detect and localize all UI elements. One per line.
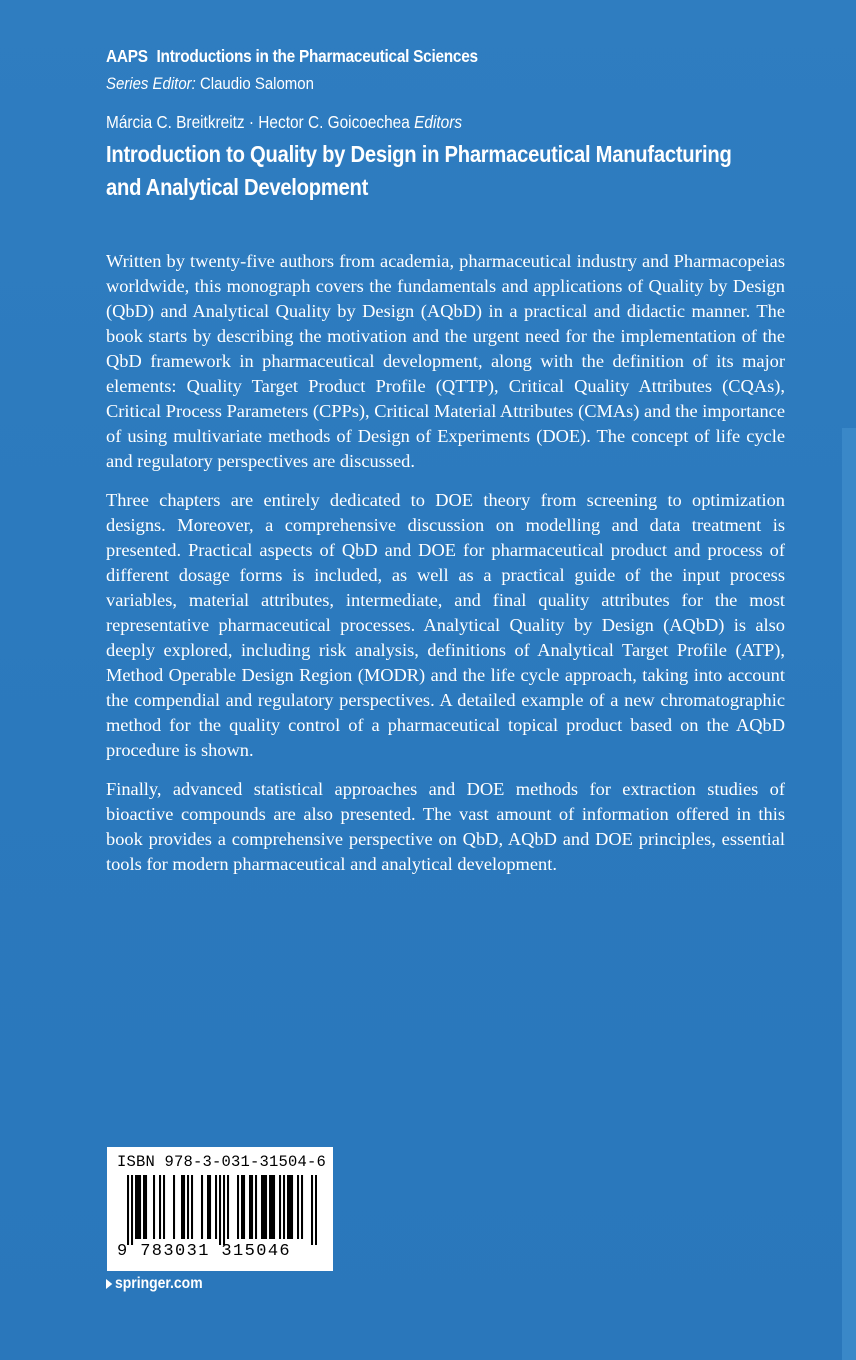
- barcode-bar: [241, 1175, 243, 1239]
- barcode-bar: [263, 1175, 265, 1239]
- barcode-bar: [183, 1175, 185, 1239]
- barcode-bar: [191, 1175, 193, 1239]
- barcode-bar: [291, 1175, 293, 1239]
- editor-names: Márcia C. Breitkreitz · Hector C. Goicoechea: [106, 112, 410, 132]
- barcode-bar: [207, 1175, 209, 1239]
- barcode-bar: [255, 1175, 257, 1239]
- barcode-bar: [219, 1175, 221, 1245]
- barcode-bar: [223, 1175, 225, 1245]
- barcode-bar: [227, 1175, 229, 1239]
- barcode-bar: [153, 1175, 155, 1239]
- series-editor-name: Claudio Salomon: [199, 74, 314, 93]
- barcode-bar: [145, 1175, 147, 1239]
- barcode-bar: [137, 1175, 139, 1239]
- barcode-bar: [163, 1175, 165, 1239]
- barcode-bar: [315, 1175, 317, 1245]
- barcode-bar: [287, 1175, 289, 1239]
- barcode-bar: [301, 1175, 303, 1239]
- barcode-bar: [237, 1175, 239, 1239]
- barcode-bar: [135, 1175, 137, 1239]
- barcode-bar: [261, 1175, 263, 1239]
- barcode-bar: [131, 1175, 133, 1245]
- barcode-bars: [127, 1175, 317, 1245]
- book-editors: [106, 112, 462, 133]
- barcode-bar: [209, 1175, 211, 1239]
- barcode-bar: [201, 1175, 203, 1239]
- isbn-label: ISBN 978-3-031-31504-6: [117, 1153, 327, 1171]
- book-description: [106, 249, 785, 891]
- description-paragraph: Written by twenty-five authors from academia, pharmaceutical industry and Pharmacopeias worldwide, this monograph covers the fundamentals and applications of Quality by Design (QbD) and Analytical Quality by Design (AQbD) in a practical and didactic manner. The book starts by describing the motivation and the urgent need for the implementation of the QbD framework in pharmaceutical development, along with the definition of its major elements: Quality Target Product Profile (QTTP), Critical Quality Attributes (CQAs), Critical Process Parameters (CPPs), Critical Material Attributes (CMAs) and the importance of using multivariate methods of Design of Experiments (DOE). The concept of life cycle and regulatory perspectives are discussed.: [106, 251, 785, 471]
- barcode-bar: [181, 1175, 183, 1239]
- barcode-digits: 9 783031 315046: [117, 1242, 292, 1261]
- series-abbreviation: AAPS: [106, 46, 148, 66]
- barcode-bar: [159, 1175, 161, 1239]
- series-heading: [106, 46, 478, 67]
- barcode-bar: [249, 1175, 251, 1239]
- barcode-bar: [187, 1175, 189, 1239]
- barcode-bar: [243, 1175, 245, 1239]
- barcode-bar: [273, 1175, 275, 1239]
- book-title-line-2: and Analytical Development: [106, 174, 369, 200]
- cover-edge-strip: [842, 428, 856, 1360]
- barcode-bar: [127, 1175, 129, 1245]
- barcode-bar: [139, 1175, 141, 1239]
- barcode-bar: [269, 1175, 271, 1239]
- editors-role: Editors: [414, 112, 463, 132]
- series-name: Introductions in the Pharmaceutical Sciences: [156, 46, 478, 66]
- barcode-bar: [215, 1175, 217, 1239]
- barcode-bar: [265, 1175, 267, 1239]
- series-editor: [106, 74, 314, 94]
- barcode-bar: [289, 1175, 291, 1239]
- isbn-barcode: [107, 1147, 333, 1271]
- description-paragraph: Three chapters are entirely dedicated to DOE theory from screening to optimization designs. Moreover, a comprehensive discussion on modelling and data treatment is presented. Practical aspects of QbD and DOE for pharmaceutical product and process of different dosage forms is included, as well as a practical guide of the input process variables, material attributes, intermediate, and final quality attributes for the most representative pharmaceutical processes. Analytical Quality by Design (AQbD) is also deeply explored, including risk analysis, definitions of Analytical Target Profile (ATP), Method Operable Design Region (MODR) and the life cycle approach, taking into account the compendial and regulatory perspectives. A detailed example of a new chromatographic method for the quality control of a pharmaceutical topical product based on the AQbD procedure is shown.: [106, 490, 785, 760]
- arrow-right-icon: [106, 1279, 112, 1289]
- barcode-bar: [143, 1175, 145, 1239]
- series-editor-label: Series Editor:: [106, 74, 196, 93]
- barcode-bar: [297, 1175, 299, 1239]
- publisher-link-text[interactable]: springer.com: [115, 1275, 203, 1292]
- barcode-bar: [283, 1175, 285, 1239]
- description-paragraph: Finally, advanced statistical approaches and DOE methods for extraction studies of bioactive compounds are also presented. The vast amount of information offered in this book provides a comprehensive perspective on QbD, AQbD and DOE principles, essential tools for modern pharmaceutical and analytical development.: [106, 779, 785, 874]
- barcode-bar: [311, 1175, 313, 1245]
- book-title-line-1: Introduction to Quality by Design in Pharmaceutical Manufacturing: [106, 141, 732, 167]
- barcode-bar: [173, 1175, 175, 1239]
- barcode-bar: [279, 1175, 281, 1239]
- barcode-bar: [251, 1175, 253, 1239]
- book-title: [106, 138, 794, 204]
- barcode-bar: [271, 1175, 273, 1239]
- publisher-link[interactable]: [106, 1275, 203, 1293]
